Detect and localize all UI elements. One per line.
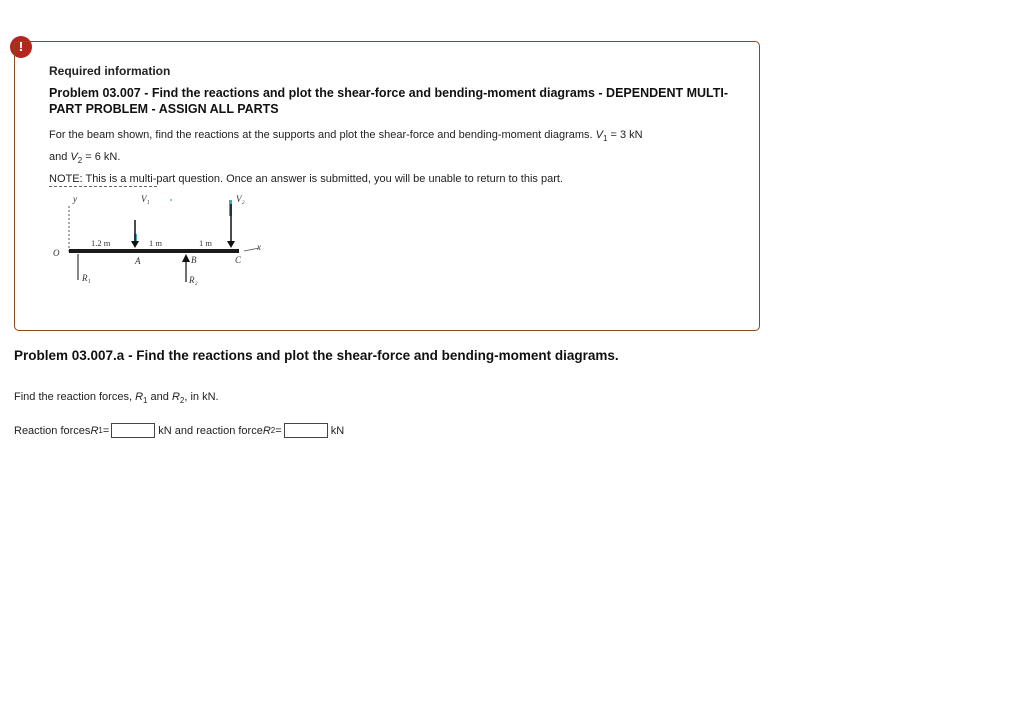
description-text: For the beam shown, find the reactions at the supports and plot the shear-force and bending-moment diagrams.	[49, 129, 596, 141]
point-a-label: A	[135, 256, 141, 266]
answer-prefix: Reaction forces	[14, 424, 91, 437]
instr-r1-symbol: R	[135, 391, 144, 403]
x-axis-label: x	[257, 242, 261, 252]
origin-label: O	[53, 248, 60, 258]
point-c-label: C	[235, 255, 242, 265]
unit-end: kN	[330, 424, 345, 437]
v2-arrowhead	[227, 241, 235, 248]
multi-part-note: NOTE: This is a multi-part question. Once an answer is submitted, you will be unable to return to this part.	[49, 173, 563, 186]
v1-symbol: V	[595, 129, 603, 141]
v2-label: V₂	[236, 194, 245, 204]
v1-subscript: 1	[603, 134, 608, 144]
instr-and: and	[147, 391, 172, 403]
r2-answer-input[interactable]	[284, 423, 328, 438]
instr-r2-symbol: R	[171, 391, 180, 403]
r1-answer-input[interactable]	[111, 423, 155, 438]
instr-r1-subscript: 1	[143, 396, 148, 406]
v1-label: V₁	[141, 194, 150, 204]
unit-mid: kN and reaction force	[158, 424, 263, 437]
part-a-title: Problem 03.007.a - Find the reactions and plot the shear-force and bending-moment diagrams.	[14, 348, 619, 363]
v2-value: = 6 kN.	[82, 151, 121, 164]
problem-description	[49, 126, 749, 188]
dimension-2: 1 m	[149, 238, 162, 248]
v2-subscript: 2	[77, 156, 83, 166]
ans-r2-equals: =	[275, 424, 282, 437]
problem-title: Problem 03.007 - Find the reactions and plot the shear-force and bending-moment diagrams - DEPENDENT MULTI-PART PROBLEM - ASSIGN ALL PARTS	[49, 86, 729, 116]
v1-value: = 3 kN	[607, 129, 643, 141]
required-information-box	[14, 41, 760, 331]
point-b-label: B	[191, 255, 197, 265]
y-axis-label: y	[73, 194, 77, 204]
ans-r1-equals: =	[102, 424, 110, 437]
answer-row	[14, 423, 344, 438]
required-information-heading: Required information	[49, 64, 171, 78]
dimension-3: 1 m	[199, 238, 212, 248]
beam	[69, 249, 239, 253]
stray-dot	[170, 199, 172, 201]
v1-arrowhead	[131, 241, 139, 248]
beam-diagram	[49, 190, 269, 290]
ans-r1-symbol: R	[90, 424, 99, 437]
dashed-divider	[49, 186, 157, 187]
exclamation-icon: !	[10, 36, 32, 58]
instr-prefix: Find the reaction forces,	[14, 391, 136, 403]
r1-label: R₁	[82, 273, 91, 283]
ans-r2-symbol: R	[262, 424, 271, 437]
r2-label: R₂	[189, 275, 198, 285]
r2-arrowhead	[182, 254, 190, 262]
part-a-instruction	[14, 391, 219, 405]
v2-symbol: V	[70, 151, 78, 164]
dimension-1: 1.2 m	[91, 238, 111, 248]
ans-r1-subscript: 1	[98, 426, 103, 435]
ans-r2-subscript: 2	[270, 426, 276, 435]
instr-suffix: , in kN.	[184, 391, 219, 403]
description-and: and	[49, 151, 71, 164]
instr-r2-subscript: 2	[179, 396, 185, 406]
